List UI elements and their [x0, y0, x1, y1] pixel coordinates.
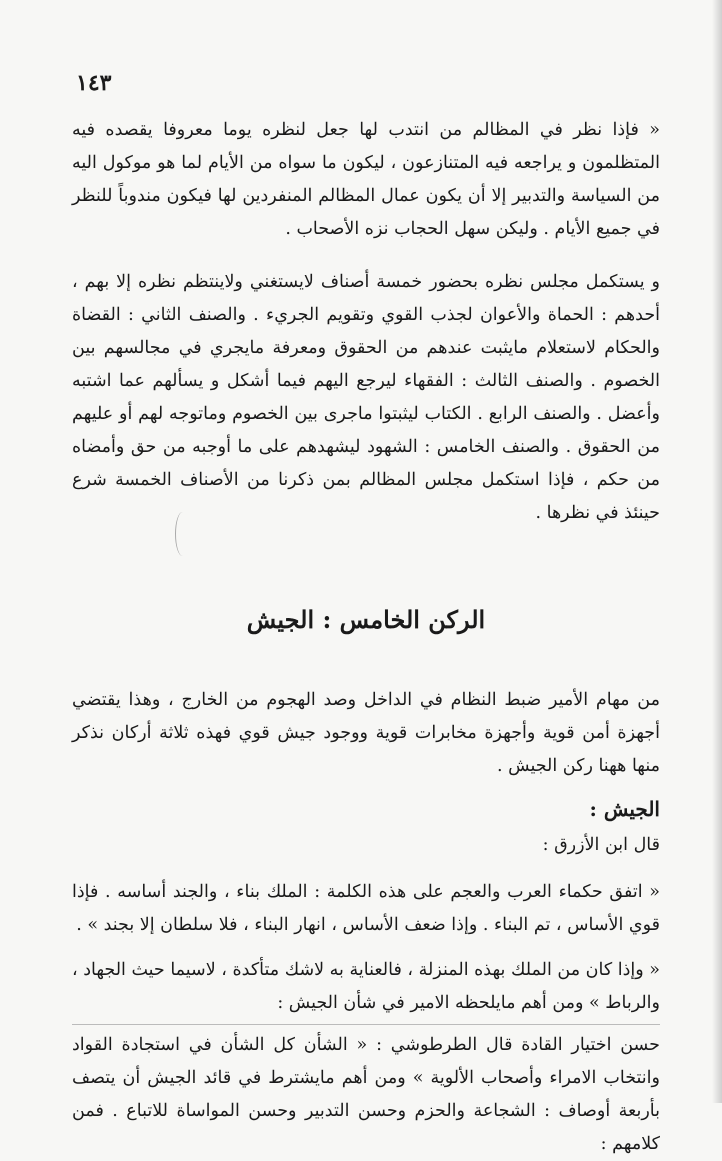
paragraph-ibn-azraq: قال ابن الأزرق :	[542, 835, 660, 855]
paragraph-quote-care: « وإذا كان من الملك بهذه المنزلة ، فالعناية به لاشك متأكدة ، لاسيما حيث الجهاد ، والرباط » ومن أهم مايلحظه الامير في شأن الجيش :	[72, 960, 660, 1013]
divider-line	[72, 1024, 660, 1025]
page-edge-shadow	[712, 0, 722, 1103]
subheading-army: الجيش :	[589, 797, 660, 821]
section-heading: الركن الخامس : الجيش	[246, 605, 486, 634]
margin-bracket-mark	[175, 512, 190, 556]
paragraph-quote-kingship: « اتفق حكماء العرب والعجم على هذه الكلمة : الملك بناء ، والجند أساسه . فإذا قوي الأساس ، تم البناء . وإذا ضعف الأساس ، انهار البناء ، فلا سلطان إلا بجند » .	[72, 882, 660, 935]
paragraph-five-classes: و يستكمل مجلس نظره بحضور خمسة أصناف لايستغني ولاينتظم نظره إلا بهم ، أحدهم : الحماة والأعوان لجذب القوي وتقويم الجريء . والصنف الثاني : القضاة والحكام لاستعلام مايثبت عندهم من الحقوق ومعرفة مايجري في مجالسهم بين الخصوم . والصنف الثالث : الفقهاء ليرجع اليهم فيما أشكل و يسألهم عما اشتبه وأعضل . والصنف الرابع . الكتاب ليثبتوا ماجرى بين الخصوم وماتوجه لهم أو عليهم من الحقوق . والصنف الخامس : الشهود ليشهدهم على ما أوجبه من حق وأمضاه من حكم ، فإذا استكمل مجلس المظالم بمن ذكرنا من الأصناف الخمسة شرع حينئذ في نظرها .	[72, 272, 660, 523]
paragraph-army-intro: من مهام الأمير ضبط النظام في الداخل وصد الهجوم من الخارج ، وهذا يقتضي أجهزة أمن قوية وأجهزة مخابرات قوية ووجود جيش قوي فهذه ثلاثة أركان نذكر منها ههنا ركن الجيش .	[72, 690, 660, 776]
paragraph-commanders: حسن اختيار القادة قال الطرطوشي : « الشأن كل الشأن في استجادة القواد وانتخاب الامراء وأصحاب الألوية » ومن أهم مايشترط في قائد الجيش أن يتصف بأربعة أوصاف : الشجاعة والحزم وحسن التدبير وحسن المواساة للاتباع . فمن كلامهم :	[72, 1035, 660, 1154]
paragraph-mazalim-days: « فإذا نظر في المظالم من انتدب لها جعل لنظره يوما معروفا يقصده فيه المتظلمون و يراجعه فيه المتنازعون ، ليكون ما سواه من الأيام لما هو موكول اليه من السياسة والتدبير إلا أن يكون عمال المظالم المنفردين لها فيكون مندوباً للنظر في جميع الأيام . وليكن سهل الحجاب نزه الأصحاب .	[72, 120, 660, 239]
page-number: ١٤٣	[76, 70, 112, 96]
